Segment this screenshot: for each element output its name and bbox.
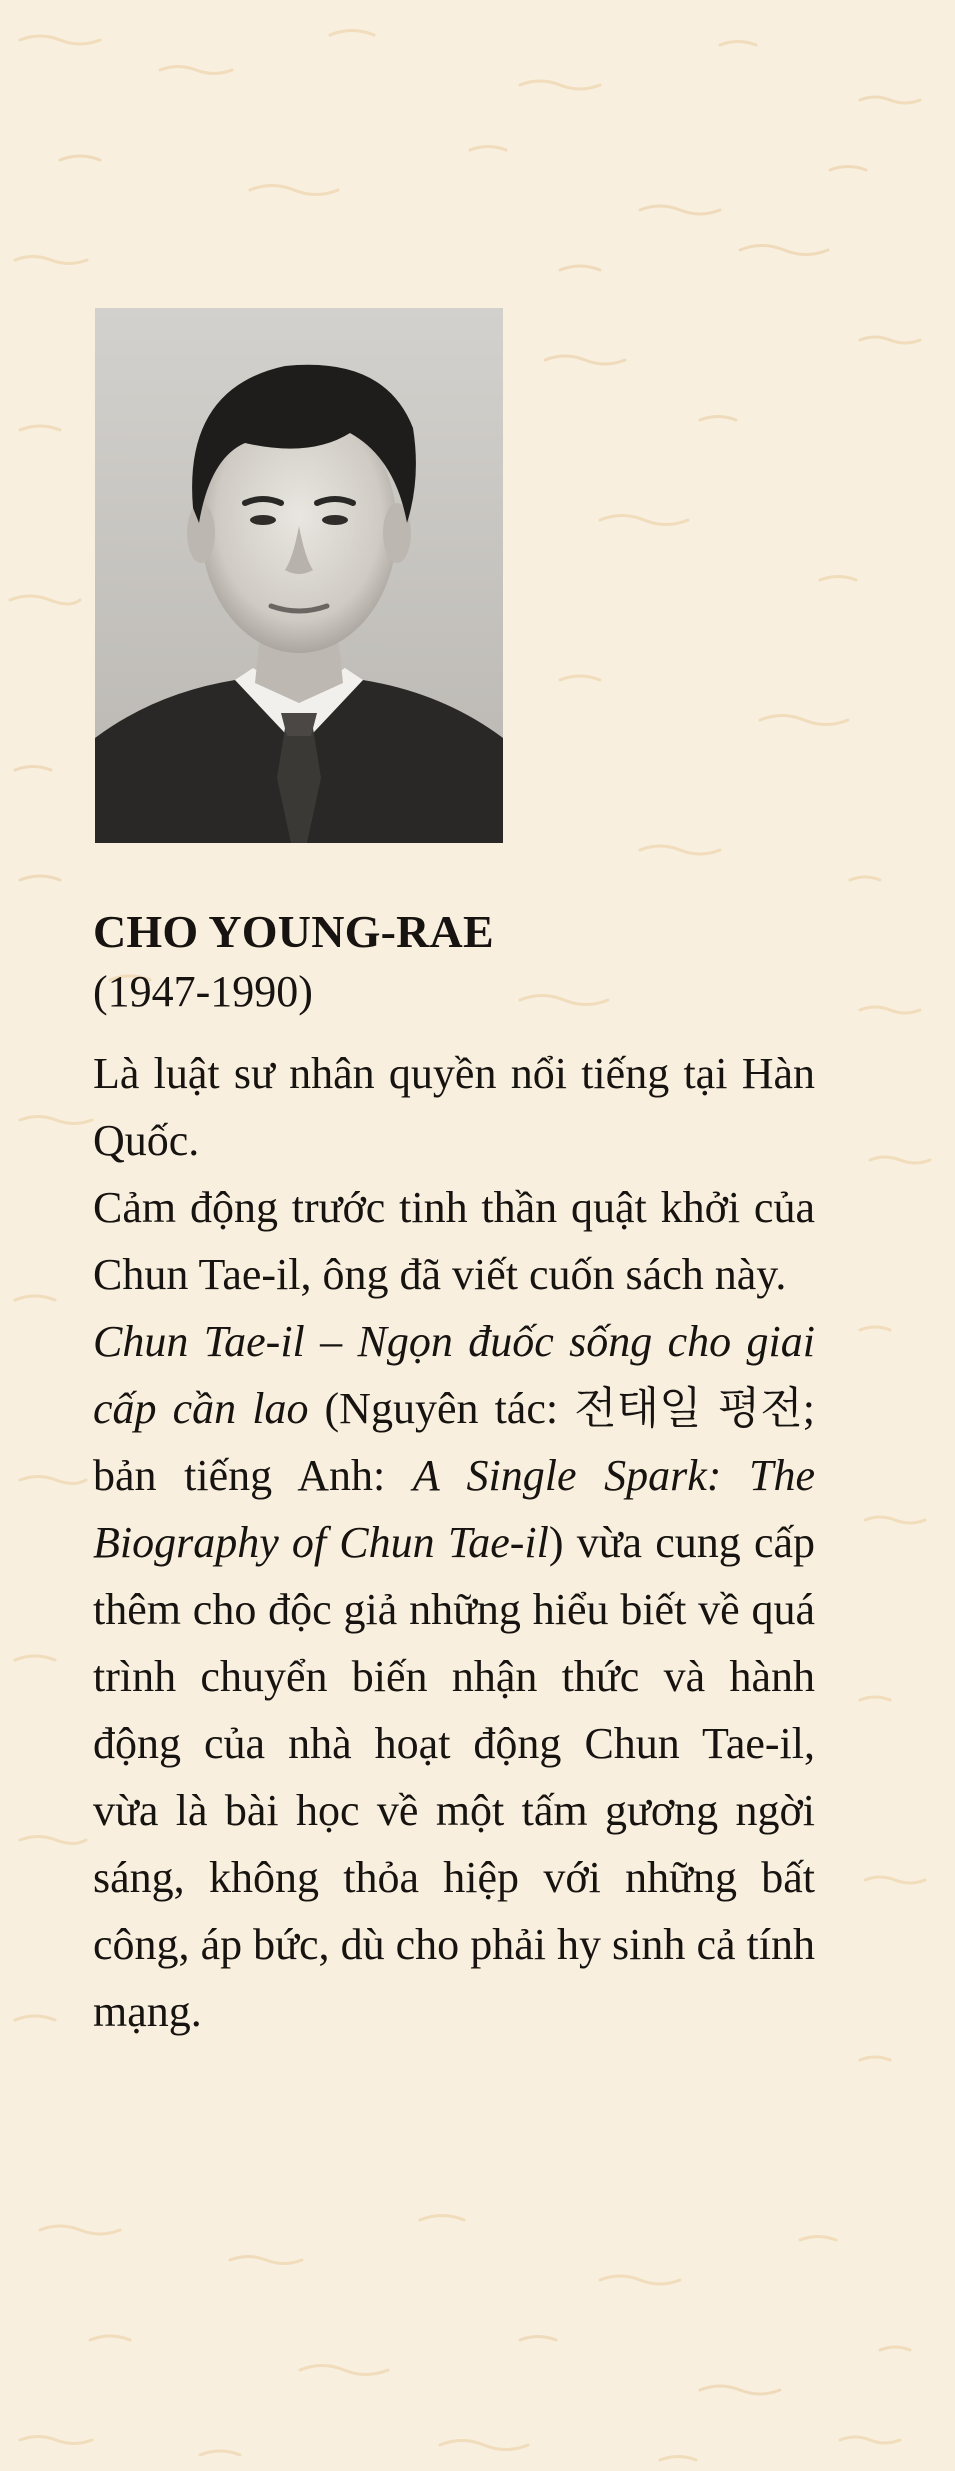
english-title-label: ; bản tiếng Anh:: [93, 1384, 815, 1500]
author-portrait-photo: [95, 308, 503, 843]
author-info: [93, 902, 815, 2045]
bio-paragraph: Là luật sư nhân quyền nổi tiếng tại Hàn Quốc.: [93, 1049, 815, 1165]
bio-paragraph: Cảm động trước tinh thần quật khởi của Chun Tae-il, ông đã viết cuốn sách này.: [93, 1183, 815, 1299]
bio-text: ) vừa cung cấp thêm cho độc giả những hiểu biết về quá trình chuyển biến nhận thức và hành động của nhà hoạt động Chun Tae-il, vừa là bài học về một tấm gương ngời sáng, không thỏa hiệp với những bất công, áp bức, dù cho phải hy sinh cả tính mạng.: [93, 1518, 815, 2036]
book-title: Chun Tae-il – Ngọn đuốc sống cho giai cấp cần lao: [93, 1317, 815, 1433]
author-years: (1947-1990): [93, 967, 313, 1016]
original-title-label: (Nguyên tác:: [308, 1384, 575, 1433]
original-title: 전태일 평전: [574, 1384, 803, 1433]
bio-paragraph: [93, 1308, 815, 2045]
author-bio: [93, 1040, 815, 2045]
author-name: CHO YOUNG-RAE: [93, 906, 494, 957]
english-title: A Single Spark: The Biography of Chun Tae-il: [93, 1451, 815, 1567]
